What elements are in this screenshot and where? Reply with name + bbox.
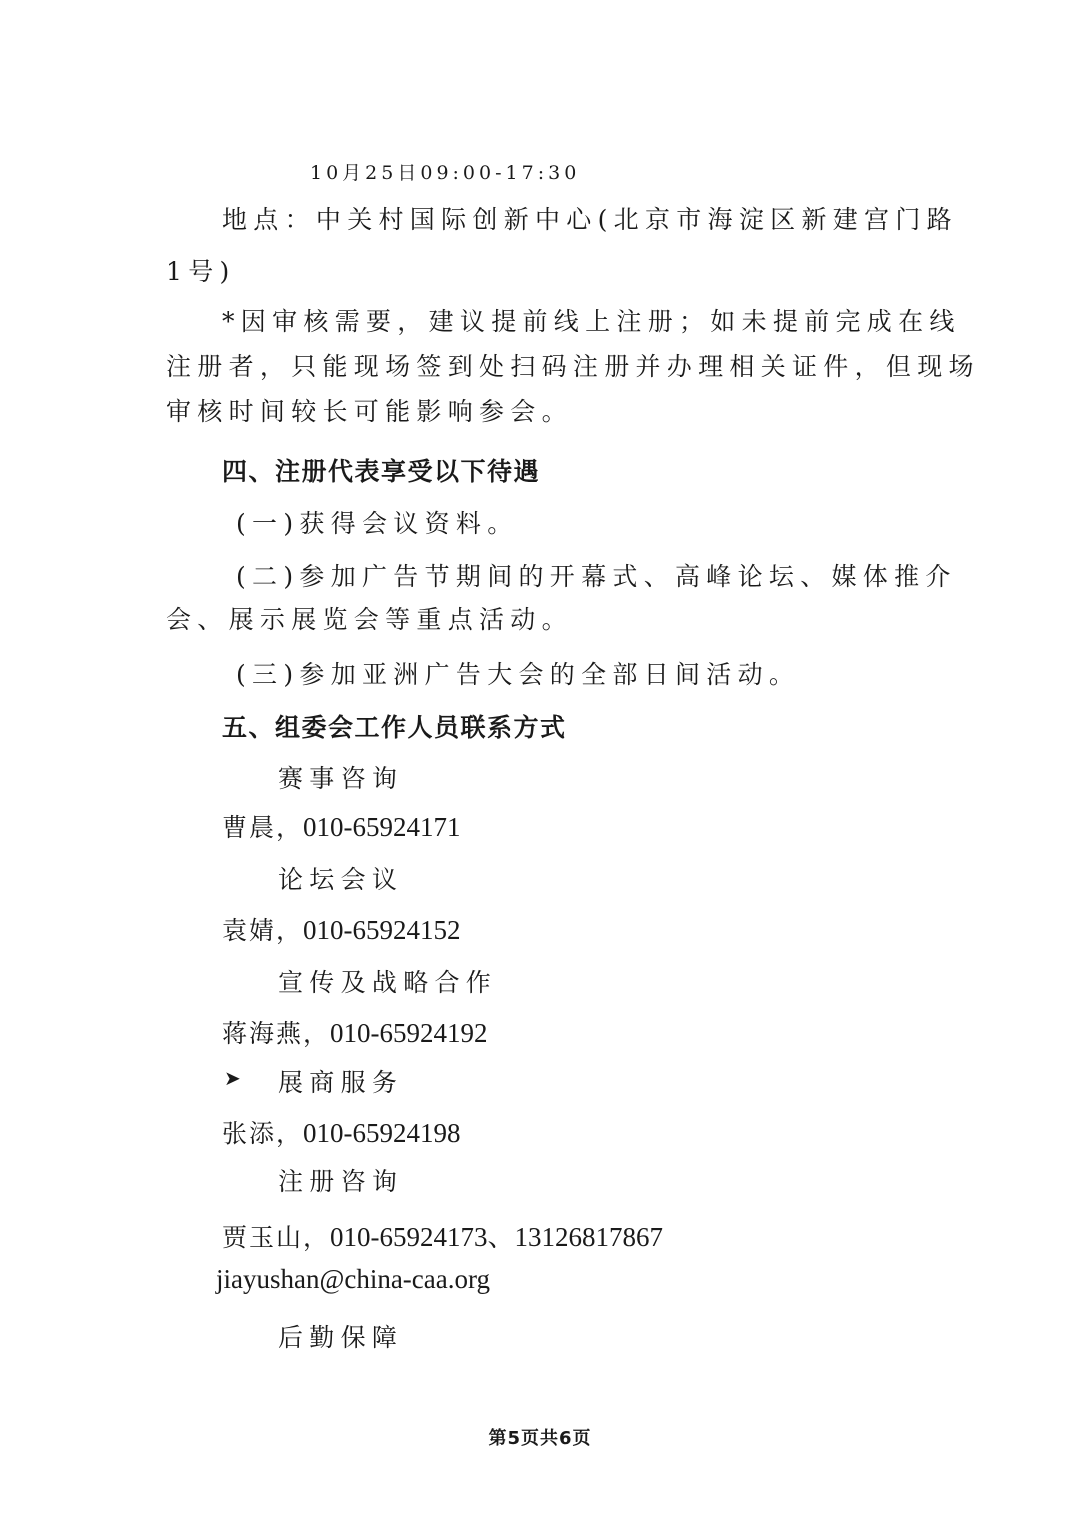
location-line-2: 1号) [166, 257, 236, 286]
contact-name: 张添， [222, 1119, 304, 1148]
contact-phone: 010-65924192 [330, 1018, 488, 1048]
benefit-item-2-line-1: (二)参加广告节期间的开幕式、高峰论坛、媒体推介 [236, 562, 957, 591]
benefit-item-1: (一)获得会议资料。 [236, 509, 519, 538]
notice-line-1: *因审核需要，建议提前线上注册；如未提前完成在线 [222, 307, 961, 336]
contact-line [222, 1215, 663, 1254]
contact-category: 后勤保障 [278, 1323, 404, 1352]
notice-line-2: 注册者，只能现场签到处扫码注册并办理相关证件，但现场 [166, 352, 980, 381]
page-footer: 第5页共6页 [488, 1428, 592, 1449]
schedule-time: 10月25日09:00-17:30 [310, 162, 581, 184]
contact-category: 宣传及战略合作 [278, 968, 498, 997]
location-line-1: 地点：中关村国际创新中心(北京市海淀区新建宫门路 [222, 205, 958, 234]
contact-name: 袁婧， [222, 916, 304, 945]
contact-email[interactable]: jiayushan@china-caa.org [216, 1264, 491, 1294]
contact-name: 贾玉山， [222, 1223, 331, 1252]
contact-line [222, 1114, 461, 1150]
contact-phone: 010-65924171 [303, 812, 461, 842]
benefit-item-3: (三)参加亚洲广告大会的全部日间活动。 [236, 660, 801, 689]
contact-category: 展商服务 [278, 1068, 404, 1097]
contact-phone: 010-65924152 [303, 915, 461, 945]
contact-phone: 010-65924198 [303, 1118, 461, 1148]
contact-category: 注册咨询 [278, 1167, 404, 1196]
contact-phone: 010-65924173、13126817867 [330, 1222, 664, 1252]
section-4-heading: 四、注册代表享受以下待遇 [222, 457, 541, 486]
contact-name: 曹晨， [222, 813, 304, 842]
contact-line [222, 1014, 488, 1050]
arrow-bullet-icon: ➤ [224, 1066, 241, 1090]
contact-category: 论坛会议 [278, 865, 404, 894]
contact-line [222, 911, 461, 947]
contact-name: 蒋海燕， [222, 1019, 331, 1048]
contact-category: 赛事咨询 [278, 764, 404, 793]
benefit-item-2-line-2: 会、展示展览会等重点活动。 [166, 605, 573, 634]
contact-line [222, 808, 461, 844]
section-5-heading: 五、组委会工作人员联系方式 [222, 713, 567, 742]
notice-line-3: 审核时间较长可能影响参会。 [166, 397, 573, 426]
